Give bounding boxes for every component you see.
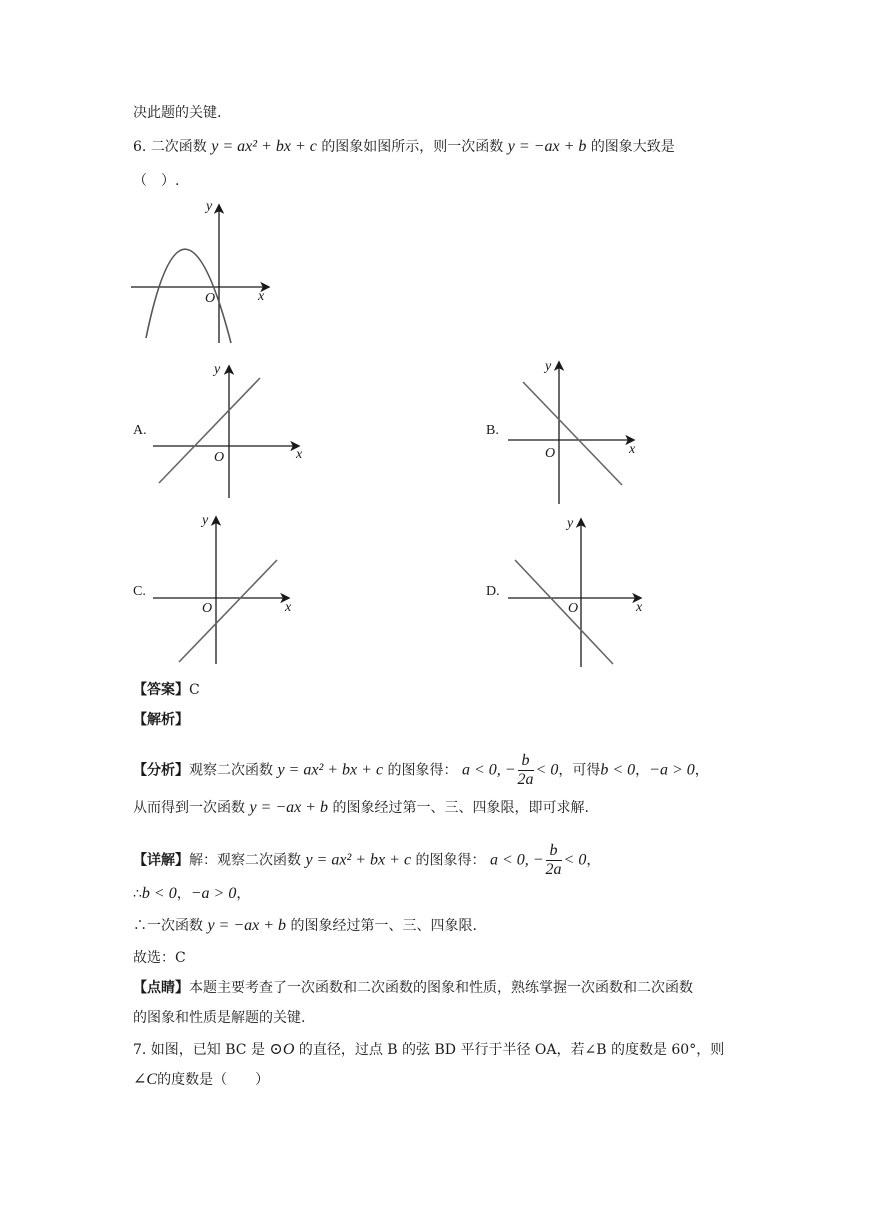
xiangjie-line-2 [133,884,250,904]
y-label: y [567,516,574,531]
x-label: x [296,447,303,462]
text-fragment: ， [176,886,191,902]
option-a-label: A. [133,423,147,438]
condition-expr: b < 0 [600,761,636,779]
fraction [518,752,534,789]
text-fragment: 一次函数 [147,918,203,934]
text-fragment: 的图象如图所示，则一次函数 [321,139,504,155]
text-fragment: 的图象得： [415,852,486,869]
text-fragment: 的图象经过第一、三、四象限. [290,918,477,934]
choice-line [133,948,186,968]
dianjing-line-2 [133,1008,305,1028]
origin-label: O [568,601,579,616]
linear-equation: y = −ax + b [249,799,329,816]
x-label: x [285,600,292,615]
option-c-graph [150,512,300,667]
therefore-symbol: ∴ [133,886,142,902]
question-6-stem [133,137,675,157]
text-fragment: 解：观察二次函数 [189,852,301,869]
text-fragment: （ ）. [133,173,180,189]
question-7-stem [133,1040,724,1060]
xiangjie-line-3 [133,916,477,936]
dianjing-line-1 [133,978,693,998]
text-fragment: 的直径，过点 B 的弦 BD 平行于半径 OA，若∠B 的度数是 60°，则 [298,1042,725,1058]
text-fragment: 的图象大致是 [590,139,675,155]
y-label: y [214,362,221,377]
fenxi-tag: 【分析】 [133,762,189,779]
text-fragment: ，可得 [558,762,601,779]
fraction-denominator: 2a [517,771,534,788]
text-fragment: 二次函数 [150,139,207,155]
linear-line [523,382,622,485]
linear-line [515,560,613,664]
fraction [546,842,562,879]
origin-label: O [545,446,556,461]
y-label: y [206,199,213,214]
text-fragment: 的图象和性质是解题的关键. [133,1010,306,1026]
option-d-graph [505,515,650,670]
option-b-label: B. [486,423,499,438]
xiangjie-line-1 [133,842,600,879]
text-fragment: ， [586,852,601,869]
question-7-line-2 [133,1070,269,1090]
answer-line [133,680,200,700]
parabola-graph [128,198,278,348]
condition-expr: a < 0, − [461,761,516,779]
analysis-heading [133,710,189,730]
linear-equation: y = −ax + b [507,138,587,155]
linear-line [179,560,277,662]
quadratic-equation: y = ax² + bx + c [305,851,412,869]
text-fragment: 的图象经过第一、三、四象限，即可求解. [332,800,589,816]
angle-symbol: ∠C [133,1071,158,1088]
answer-value: C [189,682,200,698]
text-fragment: ， [635,762,650,779]
fraction-denominator: 2a [545,861,562,878]
condition-expr: a < 0, − [489,851,544,869]
option-d-label: D. [486,584,500,599]
x-label: x [636,600,643,615]
text-fragment: 决此题的关键. [133,105,222,121]
condition-expr: b < 0 [141,885,177,902]
condition-expr: −a > 0 [649,761,695,779]
text-fragment: ， [236,886,251,902]
analysis-tag: 【解析】 [133,712,189,728]
option-b-graph [505,358,645,508]
text-fragment: 7. 如图，已知 BC 是 [133,1042,265,1058]
condition-expr: < 0 [563,851,587,869]
text-fragment: 观察二次函数 [189,762,273,779]
dianjing-tag: 【点睛】 [133,980,189,996]
linear-line [159,378,260,483]
fraction-numerator: b [546,842,562,861]
option-a-graph [150,362,310,502]
option-c-label: C. [133,584,146,599]
x-label: x [258,289,265,304]
answer-tag: 【答案】 [133,682,189,698]
y-label: y [545,359,552,374]
fenxi-line-2 [133,798,589,818]
xiangjie-tag: 【详解】 [133,852,189,869]
condition-expr: −a > 0 [190,885,237,902]
quadratic-equation: y = ax² + bx + c [277,761,384,779]
parabola-curve [146,249,231,343]
text-fragment: 本题主要考查了一次函数和二次函数的图象和性质，熟练掌握一次函数和二次函数 [189,980,693,996]
origin-label: O [205,291,216,306]
therefore-symbol: ∴ [133,918,147,934]
question-6-paren [133,171,179,191]
text-line [133,103,221,123]
condition-expr: < 0 [535,761,559,779]
origin-label: O [214,450,225,465]
text-fragment: ， [694,762,709,779]
origin-label: O [202,601,213,616]
text-fragment: 故选：C [133,950,186,966]
question-number: 6. [133,139,147,155]
x-label: x [629,442,636,457]
linear-equation: y = −ax + b [207,917,287,934]
y-label: y [202,513,209,528]
fenxi-line-1 [133,752,709,789]
text-fragment: 从而得到一次函数 [133,800,245,816]
text-fragment: 的度数是（ ） [157,1072,270,1088]
text-fragment: 的图象得： [387,762,458,779]
circle-symbol: ⊙O [269,1041,295,1058]
fraction-numerator: b [518,752,534,771]
quadratic-equation: y = ax² + bx + c [211,138,317,155]
